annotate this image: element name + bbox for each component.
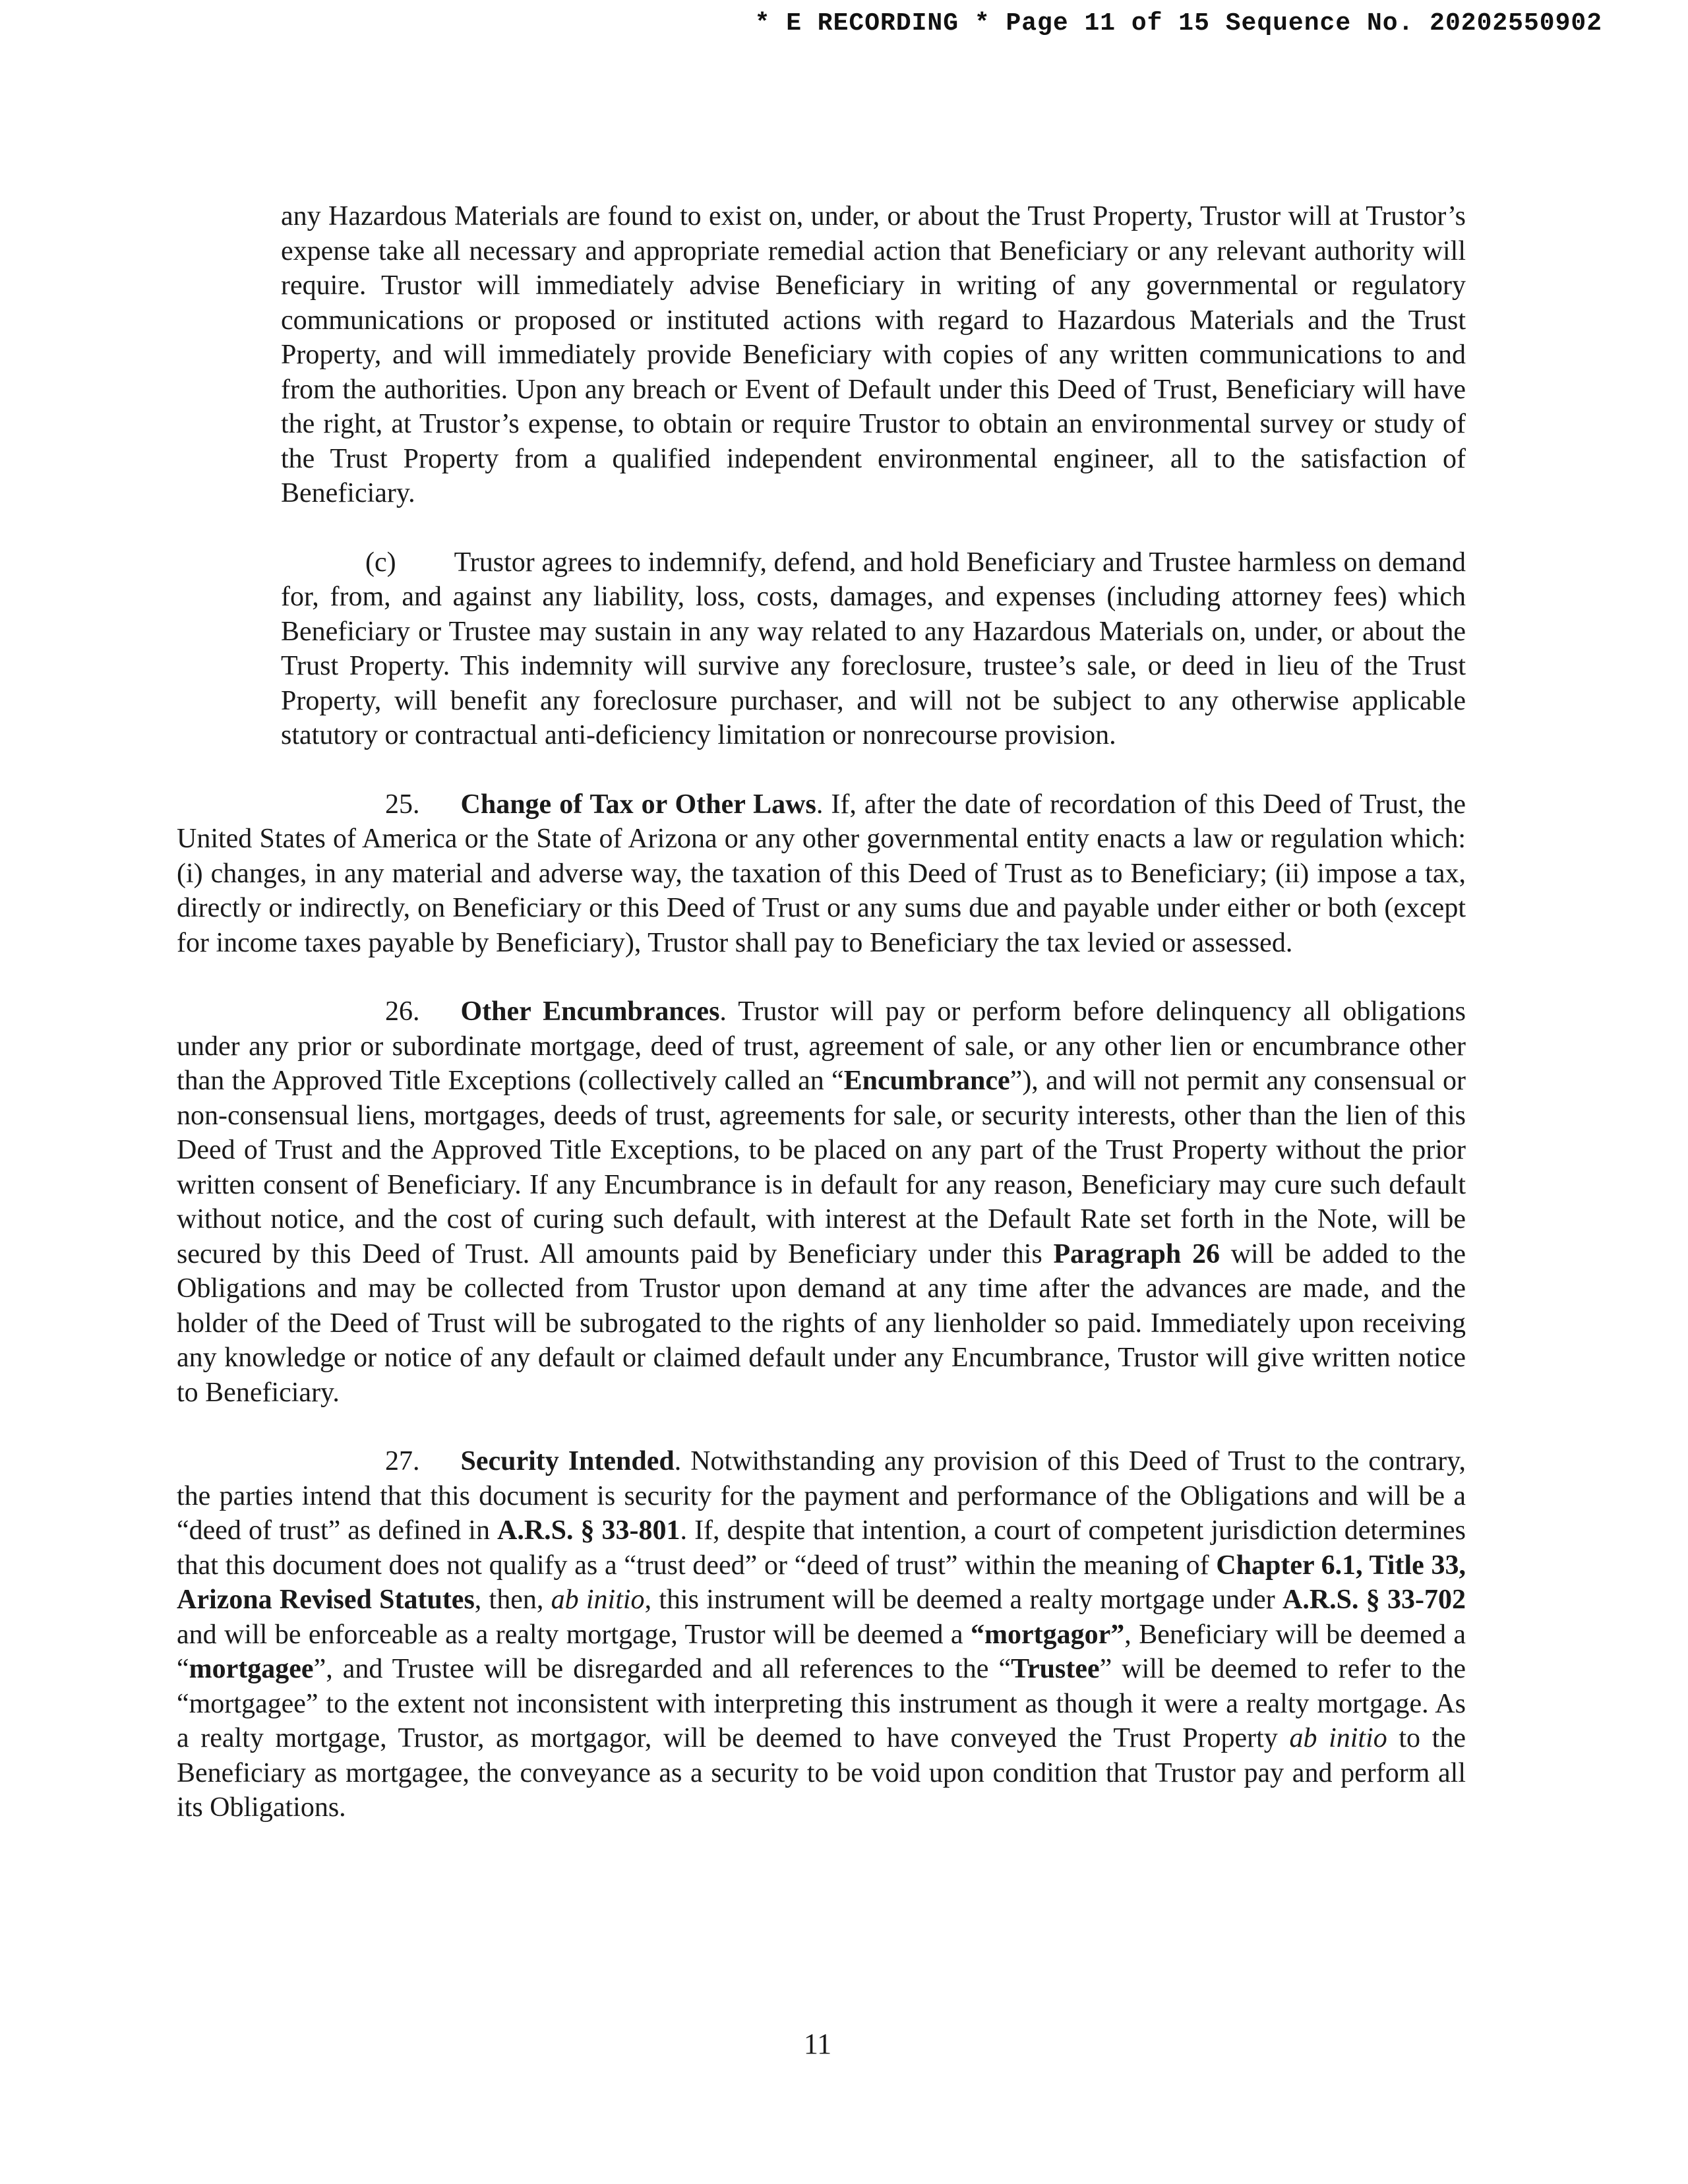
paragraph-26: 26. Other Encumbrances. Trustor will pay or perform before delinquency all obligations under any prior or subordinate mortgage, deed of trust, agreement of sale, or any other lien or encumbrance other than the Approved Title Exceptions (collectively called an “Encumbrance”), and will not permit any consensual or non-consensual liens, mortgages, deeds of trust, agreements for sale, or security interests, other than the lien of this Deed of Trust and the Approved Title Exceptions, to be placed on any part of the Trust Property without the prior written consent of Beneficiary. If any Encumbrance is in default for any reason, Beneficiary may cure such default without notice, and the cost of curing such default, with interest at the Default Rate set forth in the Note, will be secured by this Deed of Trust. All amounts paid by Beneficiary under this Paragraph 26 will be added to the Obligations and may be collected from Trustor upon demand at any time after the advances are made, and the holder of the Deed of Trust will be subrogated to the rights of any lienholder so paid. Immediately upon receiving any knowledge or notice of any default or claimed default under any Encumbrance, Trustor will give written notice to Beneficiary. [177,994,1466,1410]
paragraph-text: ”), and will not permit any consensual or non-consensual liens, mortgages, deeds of trust, agreements for sale, or security interests, other than the lien of this Deed of Trust and the Approved Title Exceptions, to be placed on any part of the Trust Property without the prior written consent of Beneficiary. If any Encumbrance is in default for any reason, Beneficiary may cure such default without notice, and the cost of curing such default, with interest at the Default Rate set forth in the Note, will be secured by this Deed of Trust. All amounts paid by Beneficiary under this [177,1066,1466,1269]
statute-reference: Chapter 6.1, Title 33, Arizona Revised Statutes [177,1550,1466,1615]
defined-term: Trustee [1011,1654,1100,1684]
defined-term: Encumbrance [843,1066,1010,1096]
paragraph-reference: Paragraph 26 [1053,1238,1220,1269]
paragraph-24c [281,545,1466,753]
paragraph-text: , then, [474,1585,551,1615]
statute-reference: A.R.S. § 33-801 [497,1515,680,1546]
paragraph-text: ”, and Trustee will be disregarded and all references to the “ [313,1654,1011,1684]
defined-term: mortgagee [189,1654,314,1684]
paragraph-text: and will be enforceable as a realty mortgage, Trustor will be deemed a [177,1619,971,1650]
paragraph-text: will be added to the Obligations and may be collected from Trustor upon demand at any time after the advances are made, and the holder of the Deed of Trust will be subrogated to the rights of any lienholder so paid. Immediately upon receiving any knowledge or notice of any default or claimed default under any Encumbrance, Trustor will give written notice to Beneficiary. [177,1238,1466,1408]
paragraph-text: , this instrument will be deemed a realty mortgage under [644,1585,1282,1615]
paragraph-title: Change of Tax or Other Laws [460,789,816,820]
paragraph-27: 27. Security Intended. Notwithstanding any provision of this Deed of Trust to the contrary, the parties intend that this document is security for the payment and performance of the Obligations and will be a “deed of trust” as defined in A.R.S. § 33-801. If, despite that intention, a court of competent jurisdiction determines that this document does not qualify as a “trust deed” or “deed of trust” within the meaning of Chapter 6.1, Title 33, Arizona Revised Statutes, then, ab initio, this instrument will be deemed a realty mortgage under A.R.S. § 33-702 and will be enforceable as a realty mortgage, Trustor will be deemed a “mortgagor”, Beneficiary will be deemed a “mortgagee”, and Trustee will be disregarded and all references to the “Trustee” will be deemed to refer to the “mortgagee” to the extent not inconsistent with interpreting this instrument as though it were a realty mortgage. As a realty mortgage, Trustor, as mortgagor, will be deemed to have conveyed the Trust Property ab initio to the Beneficiary as mortgagee, the conveyance as a security to be void upon condition that Trustor pay and perform all its Obligations. [177,1444,1466,1825]
paragraph-text: to the Beneficiary as mortgagee, the conveyance as a security to be void upon condition that Trustor pay and perform all its Obligations. [177,1723,1466,1823]
paragraph-title: Security Intended [460,1446,675,1476]
paragraph-text: Trustor will pay or perform before delinquency all obligations under any prior or subordinate mortgage, deed of trust, agreement of sale, or any other lien or encumbrance other than the Approved Title Exceptions (collectively called an “ [177,996,1466,1096]
paragraph-title: Other Encumbrances [460,996,720,1027]
latin-term: ab initio [1289,1723,1387,1753]
subparagraph-label: (c) [365,547,396,578]
paragraph-number: 25. [385,789,420,820]
paragraph-text: . If, despite that intention, a court of competent jurisdiction determines that this document does not qualify as a “trust deed” or “deed of trust” within the meaning of [177,1515,1466,1581]
page-number: 11 [803,2028,832,2060]
paragraph-text: Trustor agrees to indemnify, defend, and hold Beneficiary and Trustee harmless on demand for, from, and against any liability, loss, costs, damages, and expenses (including attorney fees) which Beneficiary or Trustee may sustain in any way related to any Hazardous Materials on, under, or about the Trust Property. This indemnity will survive any foreclosure, trustee’s sale, or deed in lieu of the Trust Property, will benefit any foreclosure purchaser, and will not be subject to any otherwise applicable statutory or contractual anti-deficiency limitation or nonrecourse provision. [281,547,1466,750]
paragraph-text: ” will be deemed to refer to the “mortgagee” to the extent not inconsistent with interpreting this instrument as though it were a realty mortgage. As a realty mortgage, Trustor, as mortgagor, will be deemed to have conveyed the Trust Property [177,1654,1466,1753]
paragraph-text: , Beneficiary will be deemed a “ [177,1619,1466,1684]
paragraph-number: 26. [385,996,420,1027]
paragraph-text: any Hazardous Materials are found to exist on, under, or about the Trust Property, Trustor will at Trustor’s expense take all necessary and appropriate remedial action that Beneficiary or any relevant authority will require. Trustor will immediately advise Beneficiary in writing of any governmental or regulatory communications or proposed or instituted actions with regard to Hazardous Materials and the Trust Property, and will immediately provide Beneficiary with copies of any written communications to and from the authorities. Upon any breach or Event of Default under this Deed of Trust, Beneficiary will have the right, at Trustor’s expense, to obtain or require Trustor to obtain an environmental survey or study of the Trust Property from a qualified independent environmental engineer, all to the satisfaction of Beneficiary. [281,201,1466,508]
paragraph-number: 27. [385,1446,420,1476]
paragraph-24b-continuation [281,199,1466,511]
paragraph-text: Notwithstanding any provision of this Deed of Trust to the contrary, the parties intend that this document is security for the payment and performance of the Obligations and will be a “deed of trust” as defined in [177,1446,1466,1546]
paragraph-25: 25. Change of Tax or Other Laws. If, after the date of recordation of this Deed of Trust, the United States of America or the State of Arizona or any other governmental entity enacts a law or regulation which: (i) changes, in any material and adverse way, the taxation of this Deed of Trust as to Beneficiary; (ii) impose a tax, directly or indirectly, on Beneficiary or this Deed of Trust or any sums due and payable under either or both (except for income taxes payable by Beneficiary), Trustor shall pay to Beneficiary the tax levied or assessed. [177,787,1466,961]
statute-reference: A.R.S. § 33-702 [1282,1585,1466,1615]
latin-term: ab initio [551,1585,645,1615]
paragraph-text: If, after the date of recordation of this Deed of Trust, the United States of America or the State of Arizona or any other governmental entity enacts a law or regulation which: (i) changes, in any material and adverse way, the taxation of this Deed of Trust as to Beneficiary; (ii) impose a tax, directly or indirectly, on Beneficiary or this Deed of Trust or any sums due and payable under either or both (except for income taxes payable by Beneficiary), Trustor shall pay to Beneficiary the tax levied or assessed. [177,789,1466,958]
document-body [177,199,1466,1825]
recording-header: * E RECORDING * Page 11 of 15 Sequence No. 20202550902 [754,9,1602,38]
defined-term: “mortgagor” [971,1619,1125,1650]
